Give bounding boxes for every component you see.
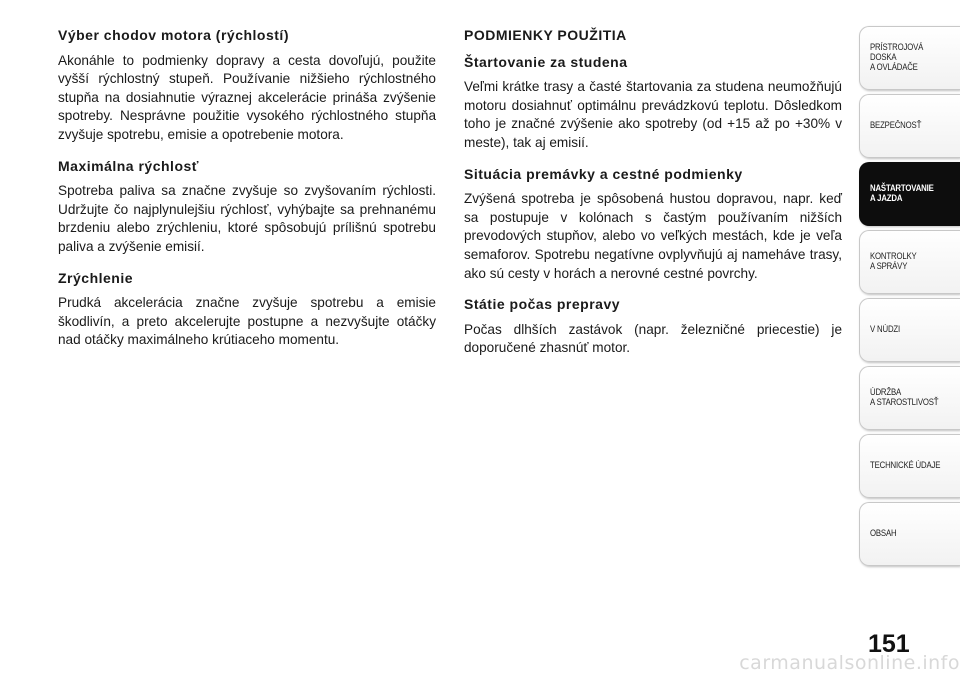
tab-label: ÚDRŽBA A STAROSTLIVOSŤ <box>870 387 939 408</box>
watermark: carmanualsonline.info <box>739 652 960 674</box>
tab-label: TECHNICKÉ ÚDAJE <box>870 460 941 471</box>
section-text: Veľmi krátke trasy a časté štartovania za studena neumožňujú motoru dosiahnuť optimálnu prevádzkovú teplotu. Dôsledkom toho je značné zvýšenie ako spotreby (od +15 až po +30% v meste), tak aj emisií. <box>464 79 842 150</box>
left-column <box>58 26 436 360</box>
tab-nastartovanie-a-jazda[interactable] <box>859 162 960 226</box>
section-text: Prudká akcelerácia značne zvyšuje spotrebu a emisie škodlivín, a preto akcelerujte postupne a nezvyšujte otáčky nad otáčky maximálneho krútiaceho momentu. <box>58 295 436 348</box>
tab-kontrolky-a-spravy[interactable] <box>859 230 960 294</box>
page-number: 151 <box>868 630 910 658</box>
tab-technicke-udaje[interactable] <box>859 434 960 498</box>
section-text: Akonáhle to podmienky dopravy a cesta dovoľujú, použite vyšší rýchlostný stupeň. Používanie nižšieho rýchlostného stupňa na dosiahnutie výraznej akcelerácie prináša zvýšenie spotreby. Nesprávne použitie vysokého rýchlostného stupňa zvyšuje spotrebu, emisie a opotrebenie motora. <box>58 52 436 142</box>
tab-pristrojova-doska[interactable] <box>859 26 960 90</box>
section-heading: Státie počas prepravy <box>464 296 621 313</box>
tab-label: OBSAH <box>870 528 897 539</box>
right-column <box>464 26 842 368</box>
section-heading: Maximálna rýchlosť <box>58 157 199 174</box>
tab-udrzba[interactable] <box>859 366 960 430</box>
section-heading: Situácia premávky a cestné podmienky <box>464 165 743 182</box>
tab-obsah[interactable] <box>859 502 960 566</box>
tab-label: BEZPEČNOSŤ <box>870 120 922 131</box>
section-heading: Výber chodov motora (rýchlostí) <box>58 27 289 43</box>
tab-label: PRÍSTROJOVÁ DOSKA A OVLÁDAČE <box>870 42 924 73</box>
chapter-tabs <box>859 26 960 570</box>
section-heading: Zrýchlenie <box>58 269 134 286</box>
section-heading: Štartovanie za studena <box>464 53 628 70</box>
tab-bezpecnost[interactable] <box>859 94 960 158</box>
section-text: Spotreba paliva sa značne zvyšuje so zvyšovaním rýchlosti. Udržujte čo najplynulejšiu rýchlosť, vyhýbajte sa prehnanému brzdeniu alebo zrýchleniu, ktoré spôsobujú prílišnú spotrebu paliva a zvýšenie emisií. <box>58 183 436 254</box>
section-text: Zvýšená spotreba je spôsobená hustou dopravou, napr. keď sa postupuje v kolónach s častým používaním nižších prevodových stupňov, alebo vo veľkých mestách, kde je veľa semaforov. Spotrebu negatívne ovplyvňujú aj nameháve trasy, ako sú cesty v horách a nerovné cestné povrchy. <box>464 191 842 281</box>
tab-label: NAŠTARTOVANIE A JAZDA <box>870 183 934 204</box>
section-text: Počas dlhších zastávok (napr. železničné priecestie) je doporučené zhasnúť motor. <box>464 321 842 356</box>
chapter-title: PODMIENKY POUŽITIA <box>464 27 627 43</box>
tab-label: V NÚDZI <box>870 324 901 335</box>
tab-v-nudzi[interactable] <box>859 298 960 362</box>
tab-label: KONTROLKY A SPRÁVY <box>870 251 917 272</box>
